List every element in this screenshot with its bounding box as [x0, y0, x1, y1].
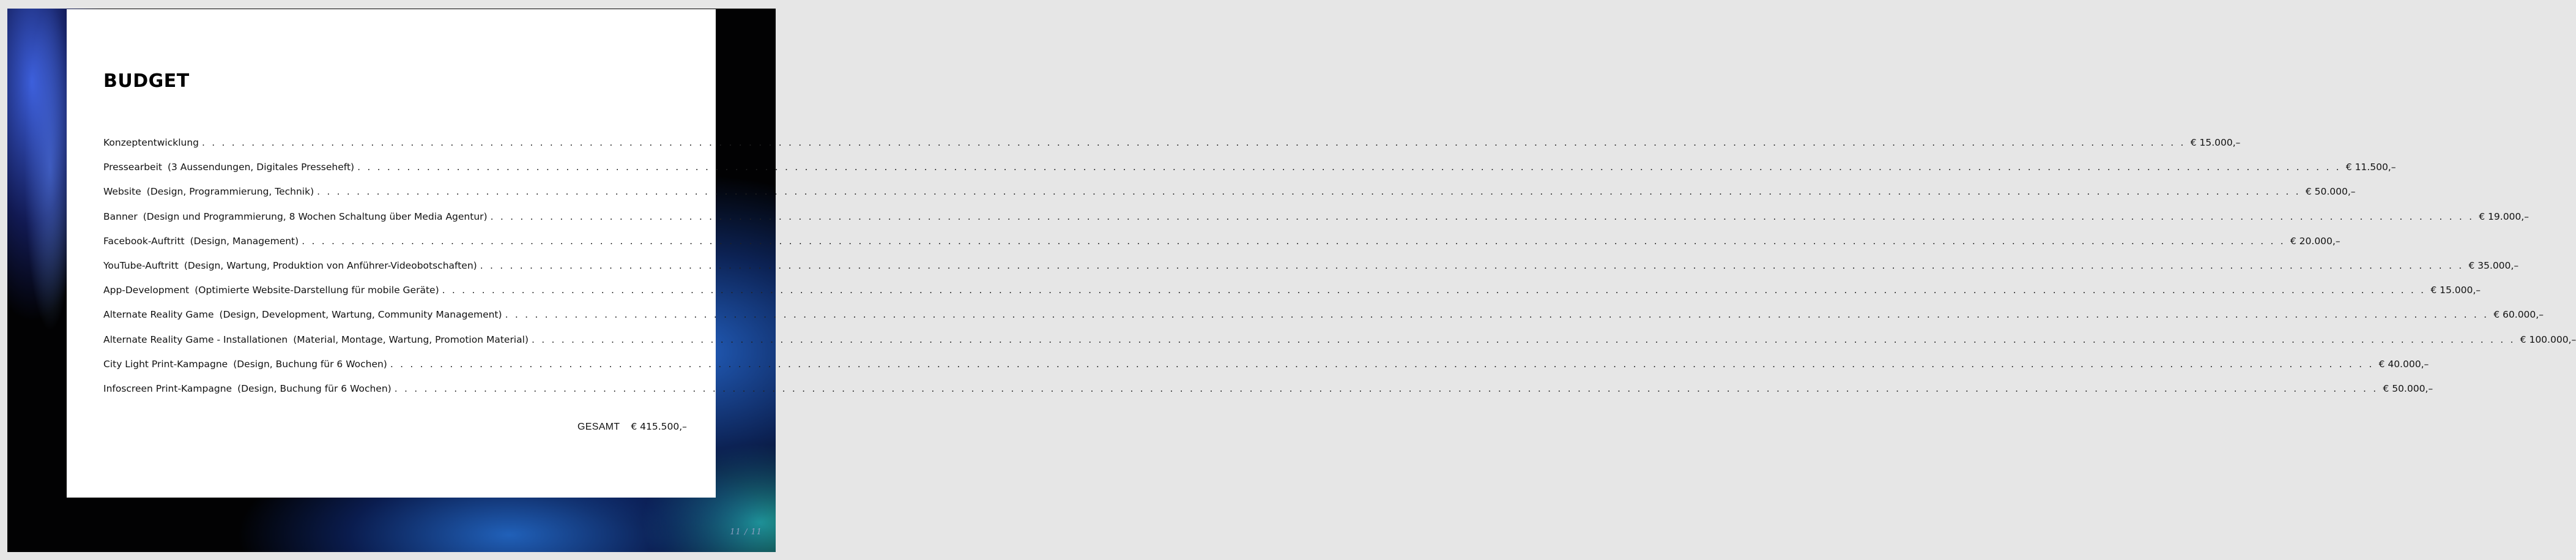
budget-item-price: € 15.000,– — [2190, 137, 2241, 148]
dot-leader: . . . . . . . . . . . . . . . . . . . . . . . . . . . . . . . . . . . . . . . . . . . . . . . . . . . . . . . . . . . . . . . . . . . . . . . . . . . . . . . . . . . . . . . . . . . . . . . . . . . . . . . . . . . . . . . . . . . . . . . . . . . . . . . . . . . . . . . . . . . . . . . . . . . . . . . . . . . . . . . . . . . . . . . . . . . . . . . . . . . . . . . . . . . . . . . . . . . . . . . . — [357, 162, 2341, 173]
dot-leader: . . . . . . . . . . . . . . . . . . . . . . . . . . . . . . . . . . . . . . . . . . . . . . . . . . . . . . . . . . . . . . . . . . . . . . . . . . . . . . . . . . . . . . . . . . . . . . . . . . . . . . . . . . . . . . . . . . . . . . . . . . . . . . . . . . . . . . . . . . . . . . . . . . . . . . . . . . . . . . . . . . . . . . . . . . . . . . . . . . . . . . . . . . . . . . . . . . . . . . . . — [490, 211, 2474, 222]
budget-item-price: € 15.000,– — [2430, 285, 2481, 296]
slide-title: BUDGET — [103, 70, 190, 92]
dot-leader: . . . . . . . . . . . . . . . . . . . . . . . . . . . . . . . . . . . . . . . . . . . . . . . . . . . . . . . . . . . . . . . . . . . . . . . . . . . . . . . . . . . . . . . . . . . . . . . . . . . . . . . . . . . . . . . . . . . . . . . . . . . . . . . . . . . . . . . . . . . . . . . . . . . . . . . . . . . . . . . . . . . . . . . . . . . . . . . . . . . . . . . . . . . . . . . . . . . . . . . . — [390, 358, 2374, 370]
budget-item-name: Konzeptentwicklung — [103, 137, 199, 148]
budget-item-name: Infoscreen Print-Kampagne — [103, 383, 232, 394]
budget-list — [103, 137, 2576, 408]
dot-leader: . . . . . . . . . . . . . . . . . . . . . . . . . . . . . . . . . . . . . . . . . . . . . . . . . . . . . . . . . . . . . . . . . . . . . . . . . . . . . . . . . . . . . . . . . . . . . . . . . . . . . . . . . . . . . . . . . . . . . . . . . . . . . . . . . . . . . . . . . . . . . . . . . . . . . . . . . . . . . . . . . . . . . . . . . . . . . . . . . . . . . . . . . . . . . . . . . . . . . . . . — [317, 186, 2301, 198]
budget-item — [103, 259, 2519, 285]
budget-item-detail: (Design, Management) — [190, 235, 299, 247]
budget-item-name: City Light Print-Kampagne — [103, 358, 228, 370]
dot-leader: . . . . . . . . . . . . . . . . . . . . . . . . . . . . . . . . . . . . . . . . . . . . . . . . . . . . . . . . . . . . . . . . . . . . . . . . . . . . . . . . . . . . . . . . . . . . . . . . . . . . . . . . . . . . . . . . . . . . . . . . . . . . . . . . . . . . . . . . . . . . . . . . . . . . . . . . . . . . . . . . . . . . . . . . . . . . . . . . . . . . . . . . . . . . . . . . . . . . . . . . — [442, 285, 2426, 296]
budget-item-price: € 19.000,– — [2479, 211, 2529, 222]
budget-item-name: Alternate Reality Game - Installationen — [103, 334, 288, 345]
budget-item-detail: (Optimierte Website-Darstellung für mobile Geräte) — [195, 285, 439, 296]
budget-item — [103, 358, 2429, 383]
total-label: GESAMT — [577, 422, 620, 432]
budget-item-name: Website — [103, 186, 141, 198]
budget-item-name: Pressearbeit — [103, 162, 162, 173]
budget-item — [103, 162, 2396, 186]
dot-leader: . . . . . . . . . . . . . . . . . . . . . . . . . . . . . . . . . . . . . . . . . . . . . . . . . . . . . . . . . . . . . . . . . . . . . . . . . . . . . . . . . . . . . . . . . . . . . . . . . . . . . . . . . . . . . . . . . . . . . . . . . . . . . . . . . . . . . . . . . . . . . . . . . . . . . . . . . . . . . . . . . . . . . . . . . . . . . . . . . . . . . . . . . . . . . . . . . . . . . . . . — [394, 383, 2378, 394]
budget-item-name: Banner — [103, 211, 138, 222]
budget-item-detail: (3 Aussendungen, Digitales Presseheft) — [167, 162, 355, 173]
budget-item-name: Alternate Reality Game — [103, 309, 214, 321]
budget-item-name: App-Development — [103, 285, 190, 296]
budget-item — [103, 235, 2340, 260]
budget-item — [103, 383, 2433, 408]
budget-item-name: Facebook-Auftritt — [103, 235, 185, 247]
budget-item — [103, 309, 2544, 334]
budget-item — [103, 334, 2576, 359]
dot-leader: . . . . . . . . . . . . . . . . . . . . . . . . . . . . . . . . . . . . . . . . . . . . . . . . . . . . . . . . . . . . . . . . . . . . . . . . . . . . . . . . . . . . . . . . . . . . . . . . . . . . . . . . . . . . . . . . . . . . . . . . . . . . . . . . . . . . . . . . . . . . . . . . . . . . . . . . . . . . . . . . . . . . . . . . . . . . . . . . . . . . . . . . . . . . . . . . . . . . . . . . — [202, 137, 2186, 148]
total-row — [577, 421, 687, 433]
budget-item-detail: (Design, Buchung für 6 Wochen) — [233, 358, 387, 370]
budget-item — [103, 285, 2481, 309]
budget-item — [103, 137, 2241, 162]
budget-item-detail: (Design, Programmierung, Technik) — [146, 186, 314, 198]
total-value: € 415.500,– — [631, 421, 687, 432]
presentation-viewer — [7, 9, 2576, 552]
budget-item-detail: (Design, Development, Wartung, Community Management) — [219, 309, 502, 321]
dot-leader: . . . . . . . . . . . . . . . . . . . . . . . . . . . . . . . . . . . . . . . . . . . . . . . . . . . . . . . . . . . . . . . . . . . . . . . . . . . . . . . . . . . . . . . . . . . . . . . . . . . . . . . . . . . . . . . . . . . . . . . . . . . . . . . . . . . . . . . . . . . . . . . . . . . . . . . . . . . . . . . . . . . . . . . . . . . . . . . . . . . . . . . . . . . . . . . . . . . . . . . . — [505, 309, 2489, 321]
budget-item-price: € 50.000,– — [2305, 186, 2356, 198]
budget-item-price: € 60.000,– — [2493, 309, 2544, 321]
dot-leader: . . . . . . . . . . . . . . . . . . . . . . . . . . . . . . . . . . . . . . . . . . . . . . . . . . . . . . . . . . . . . . . . . . . . . . . . . . . . . . . . . . . . . . . . . . . . . . . . . . . . . . . . . . . . . . . . . . . . . . . . . . . . . . . . . . . . . . . . . . . . . . . . . . . . . . . . . . . . . . . . . . . . . . . . . . . . . . . . . . . . . . . . . . . . . . . . . . . . . . . . — [531, 334, 2515, 345]
budget-item-detail: (Design, Buchung für 6 Wochen) — [237, 383, 392, 394]
dot-leader: . . . . . . . . . . . . . . . . . . . . . . . . . . . . . . . . . . . . . . . . . . . . . . . . . . . . . . . . . . . . . . . . . . . . . . . . . . . . . . . . . . . . . . . . . . . . . . . . . . . . . . . . . . . . . . . . . . . . . . . . . . . . . . . . . . . . . . . . . . . . . . . . . . . . . . . . . . . . . . . . . . . . . . . . . . . . . . . . . . . . . . . . . . . . . . . . . . . . . . . . — [302, 235, 2285, 247]
budget-item-detail: (Design und Programmierung, 8 Wochen Schaltung über Media Agentur) — [143, 211, 488, 222]
budget-item-price: € 100.000,– — [2520, 334, 2576, 345]
budget-item-detail: (Design, Wartung, Produktion von Anführer-Videobotschaften) — [184, 259, 477, 271]
budget-item-detail: (Material, Montage, Wartung, Promotion Material) — [293, 334, 529, 345]
budget-item-name: YouTube-Auftritt — [103, 259, 179, 271]
budget-item-price: € 11.500,– — [2345, 162, 2396, 173]
budget-item-price: € 40.000,– — [2378, 358, 2429, 370]
budget-item-price: € 35.000,– — [2468, 259, 2519, 271]
dot-leader: . . . . . . . . . . . . . . . . . . . . . . . . . . . . . . . . . . . . . . . . . . . . . . . . . . . . . . . . . . . . . . . . . . . . . . . . . . . . . . . . . . . . . . . . . . . . . . . . . . . . . . . . . . . . . . . . . . . . . . . . . . . . . . . . . . . . . . . . . . . . . . . . . . . . . . . . . . . . . . . . . . . . . . . . . . . . . . . . . . . . . . . . . . . . . . . . . . . . . . . . — [480, 259, 2464, 271]
budget-item-price: € 50.000,– — [2383, 383, 2433, 394]
budget-item — [103, 211, 2529, 236]
page-indicator: 11 / 11 — [730, 528, 762, 537]
slide-page — [67, 9, 2576, 498]
budget-item-price: € 20.000,– — [2290, 235, 2340, 247]
budget-item — [103, 186, 2356, 211]
